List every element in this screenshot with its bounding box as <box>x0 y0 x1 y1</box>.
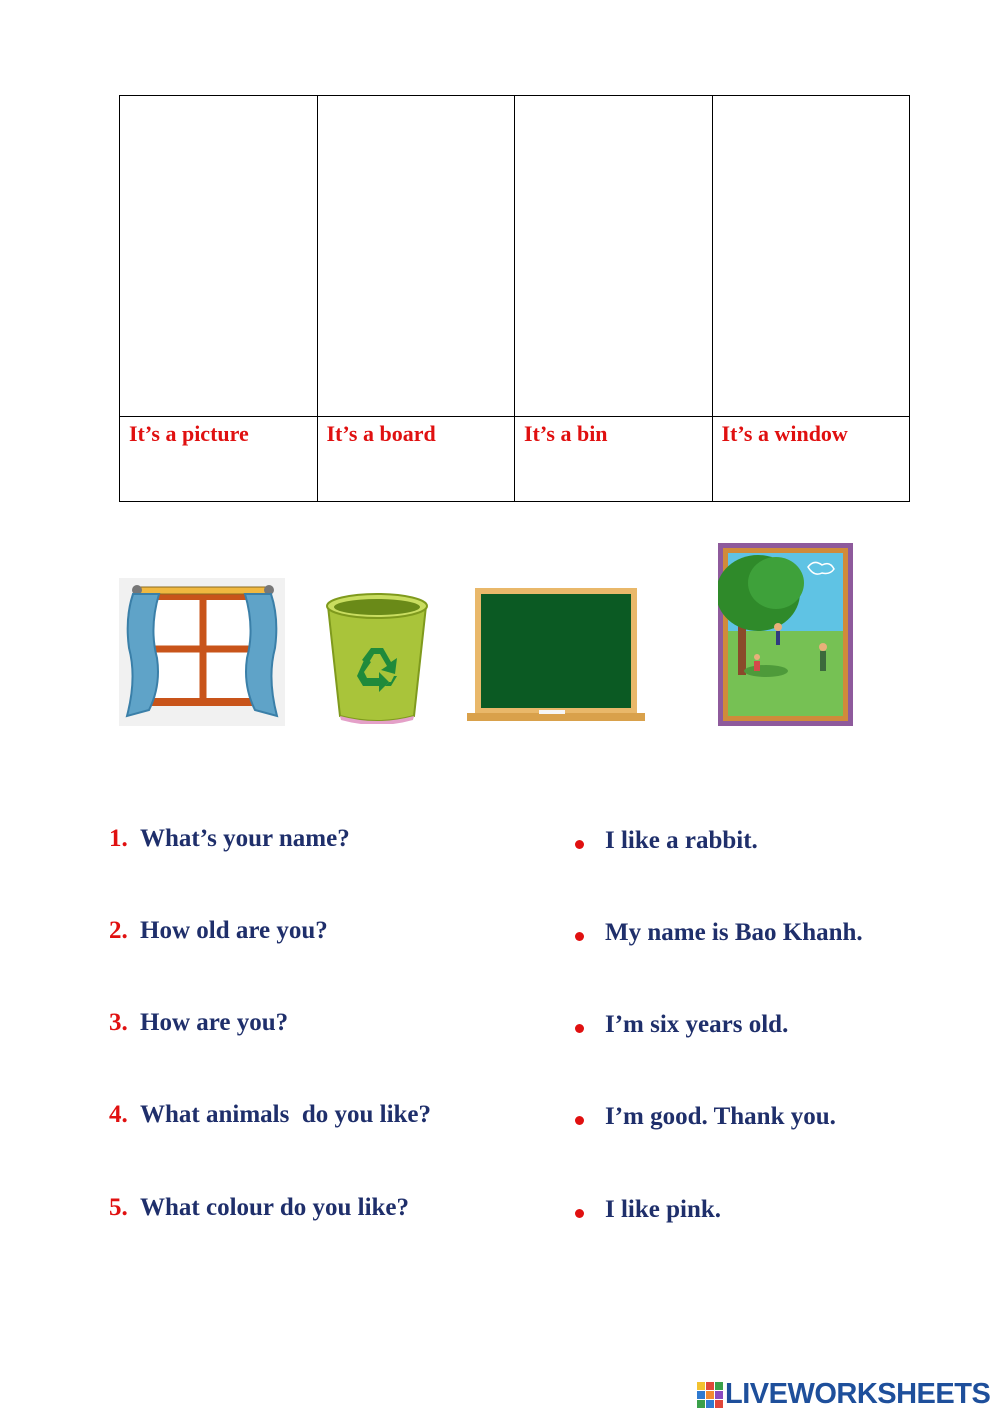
chalkboard-icon[interactable] <box>467 586 645 726</box>
drop-zone-3[interactable] <box>515 96 713 417</box>
question-5 <box>109 1194 409 1222</box>
question-number: 1. <box>109 825 128 852</box>
answer-2[interactable]: My name is Bao Khanh. <box>605 919 863 946</box>
question-4 <box>109 1101 431 1129</box>
question-text: What’s your name? <box>140 825 350 852</box>
table-label: It’s a board <box>326 421 436 446</box>
question-number: 5. <box>109 1194 128 1221</box>
table-label: It’s a window <box>721 421 848 446</box>
question-2 <box>109 917 328 945</box>
answer-5[interactable]: I like pink. <box>605 1196 722 1223</box>
question-text: How old are you? <box>140 917 328 944</box>
bullet-icon <box>575 1116 584 1125</box>
question-text: What animals do you like? <box>140 1101 432 1128</box>
question-3 <box>109 1009 288 1037</box>
answer-1[interactable]: I like a rabbit. <box>605 827 758 854</box>
drop-zone-1[interactable] <box>120 96 318 417</box>
matching-table <box>119 95 910 502</box>
bullet-icon <box>575 932 584 941</box>
label-cell-2 <box>317 417 515 502</box>
liveworksheets-logo <box>697 1378 997 1412</box>
answer-4[interactable]: I’m good. Thank you. <box>605 1103 836 1130</box>
table-label: It’s a bin <box>524 421 608 446</box>
label-cell-4 <box>712 417 910 502</box>
answer-3[interactable]: I’m six years old. <box>605 1011 789 1038</box>
drop-zone-4[interactable] <box>712 96 910 417</box>
label-cell-3 <box>515 417 713 502</box>
recycle-bin-icon[interactable] <box>322 592 432 724</box>
question-number: 2. <box>109 917 128 944</box>
bullet-icon <box>575 840 584 849</box>
question-number: 4. <box>109 1101 128 1128</box>
question-number: 3. <box>109 1009 128 1036</box>
logo-mark-icon <box>697 1382 723 1408</box>
window-with-curtains-icon[interactable] <box>119 578 285 726</box>
drop-zone-2[interactable] <box>317 96 515 417</box>
label-cell-1 <box>120 417 318 502</box>
framed-picture-icon[interactable] <box>718 543 853 726</box>
bullet-icon <box>575 1209 584 1218</box>
question-text: What colour do you like? <box>140 1194 410 1221</box>
table-label: It’s a picture <box>129 421 249 446</box>
question-1 <box>109 825 350 853</box>
bullet-icon <box>575 1024 584 1033</box>
logo-text: LIVEWORKSHEETS <box>725 1378 991 1410</box>
question-text: How are you? <box>140 1009 289 1036</box>
